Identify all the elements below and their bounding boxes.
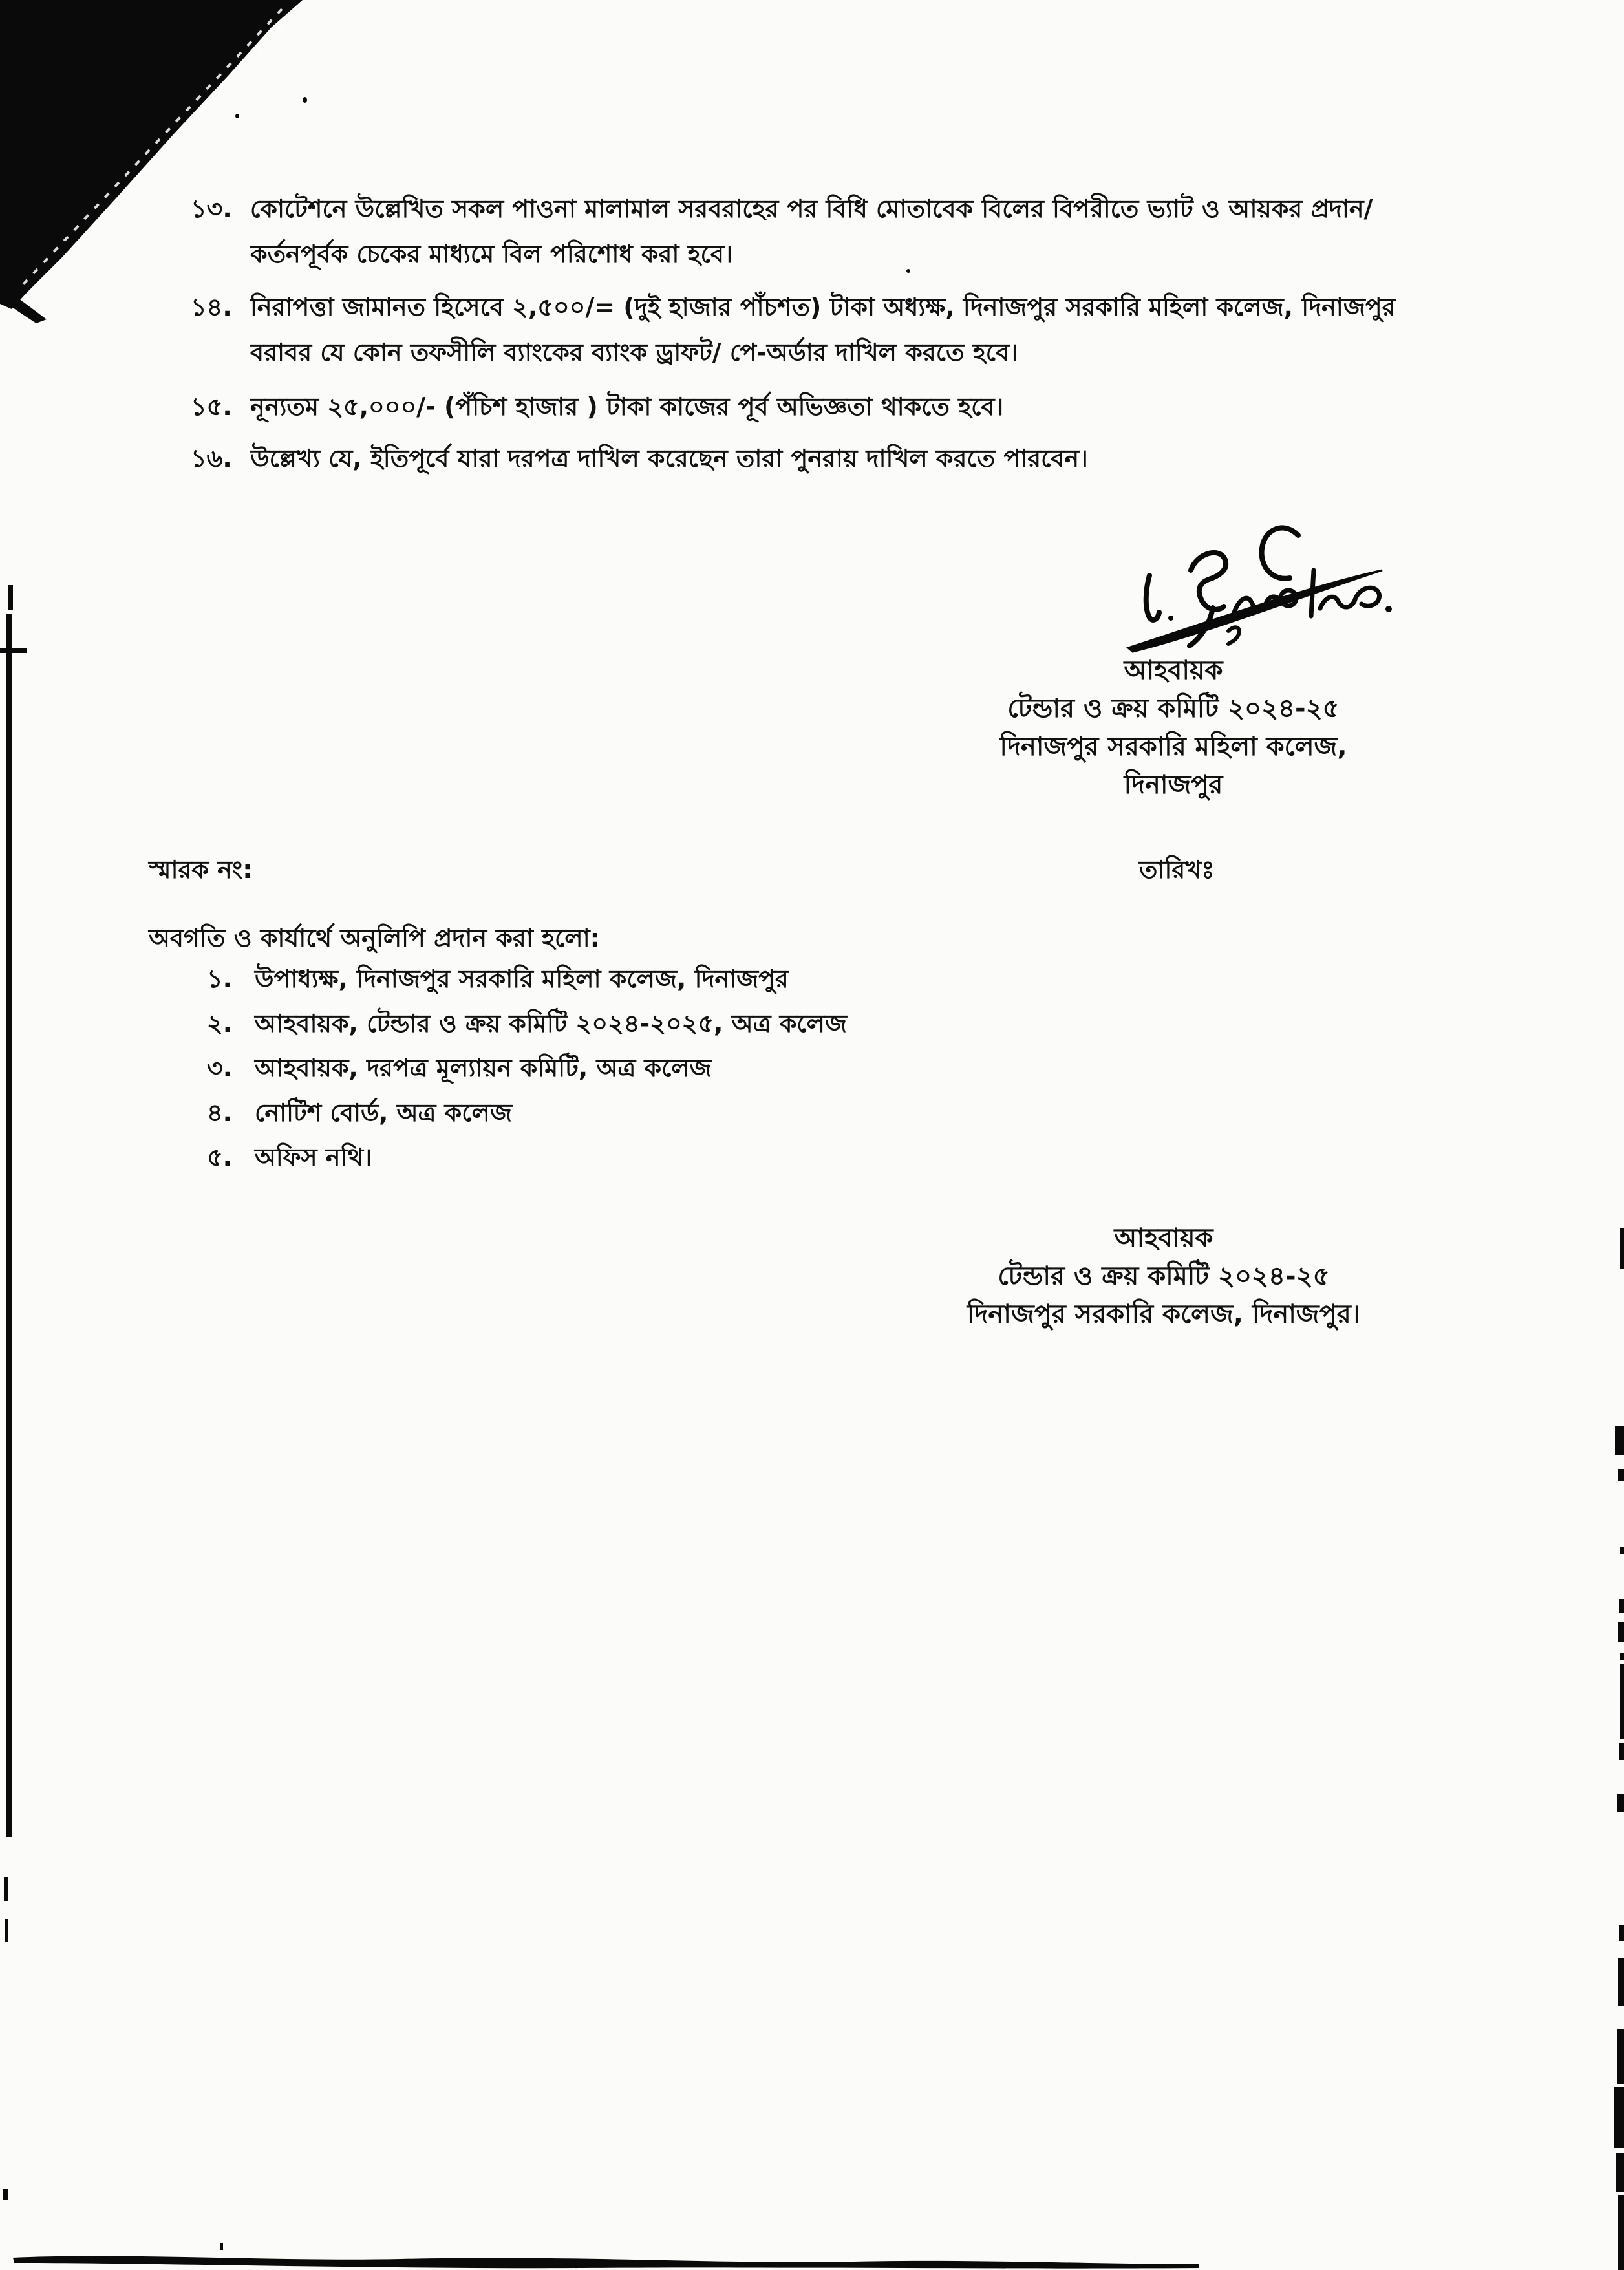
signatory-location: দিনাজপুর xyxy=(1124,770,1223,800)
scan-edge-tick xyxy=(1618,1958,1624,2006)
term-item-13 xyxy=(191,186,1373,277)
term-number: ১৫. xyxy=(191,392,232,421)
term-number: ১৪. xyxy=(191,293,232,321)
scan-bottom-smear xyxy=(0,2237,1624,2270)
scan-edge-tick xyxy=(1618,1622,1624,1642)
scan-edge-tick xyxy=(1617,2029,1624,2084)
distribution-item xyxy=(207,962,847,996)
distribution-item-number: ৩. xyxy=(207,1054,233,1082)
term-line: উল্লেখ্য যে, ইতিপূর্বে যারা দরপত্র দাখিল করেছেন তারা পুনরায় দাখিল করতে পারবেন। xyxy=(250,444,1088,473)
signatory-role: আহবায়ক xyxy=(1124,656,1223,685)
scan-edge-streak xyxy=(0,648,27,653)
scan-edge-tick xyxy=(1615,1426,1624,1455)
distribution-heading: অবগতি ও কার্যার্থে অনুলিপি প্রদান করা হলো: xyxy=(149,924,600,952)
distribution-item-number: ৪. xyxy=(207,1098,233,1127)
term-item-14 xyxy=(191,284,1396,375)
distribution-item-number: ২. xyxy=(207,1009,233,1038)
distribution-item-text: নোটিশ বোর্ড, অত্র কলেজ xyxy=(255,1098,512,1127)
term-line: নূন্যতম ২৫,০০০/- (পঁচিশ হাজার ) টাকা কাজের পূর্ব অভিজ্ঞতা থাকতে হবে। xyxy=(250,392,1004,421)
term-line: নিরাপত্তা জামানত হিসেবে ২,৫০০/= (দুই হাজার পাঁচশত) টাকা অধ্যক্ষ, দিনাজপুর সরকারি মহিলা কলেজ, দিনাজপুর xyxy=(250,293,1396,321)
term-line: কোটেশনে উল্লেখিত সকল পাওনা মালামাল সরবরাহের পর বিধি মোতাবেক বিলের বিপরীতে ভ্যাট ও আয়কর প্রদান/ xyxy=(250,195,1373,223)
term-number: ১৩. xyxy=(191,195,232,223)
signatory-committee: টেন্ডার ও ক্রয় কমিটি ২০২৪-২৫ xyxy=(998,1261,1330,1291)
scan-edge-tick xyxy=(1620,1228,1624,1269)
distribution-item xyxy=(207,1140,847,1174)
signatory-institution: দিনাজপুর সরকারি মহিলা কলেজ, xyxy=(999,732,1347,762)
scan-edge-tick xyxy=(1616,2153,1624,2192)
scan-edge-tick xyxy=(1620,1664,1624,1739)
scan-speck xyxy=(235,114,239,118)
scan-edge-streak xyxy=(8,585,13,610)
scan-edge-tick xyxy=(1619,1599,1624,1613)
signatory-committee: টেন্ডার ও ক্রয় কমিটি ২০২৪-২৫ xyxy=(1007,694,1340,723)
distribution-item-text: আহবায়ক, দরপত্র মূল্যায়ন কমিটি, অত্র কলেজ xyxy=(255,1054,712,1082)
signatory-role: আহবায়ক xyxy=(1114,1223,1213,1253)
term-line: বরাবর যে কোন তফসীলি ব্যাংকের ব্যাংক ড্রাফট/ পে-অর্ডার দাখিল করতে হবে। xyxy=(250,338,1018,367)
scan-speck xyxy=(303,97,307,103)
distribution-item xyxy=(207,1051,847,1085)
scan-edge-streak xyxy=(6,614,12,1837)
distribution-item-text: আহবায়ক, টেন্ডার ও ক্রয় কমিটি ২০২৪-২০২৫, অত্র কলেজ xyxy=(255,1009,847,1038)
scan-edge-tick xyxy=(1617,1794,1624,1812)
scan-edge-tick xyxy=(1620,1653,1624,1660)
signatory-institution: দিনাজপুর সরকারি কলেজ, দিনাজপুর। xyxy=(967,1300,1361,1329)
scan-edge-tick xyxy=(1620,1547,1624,1554)
distribution-item-text: উপাধ্যক্ষ, দিনাজপুর সরকারি মহিলা কলেজ, দিনাজপুর xyxy=(255,965,789,993)
distribution-item-text: অফিস নথি। xyxy=(255,1143,372,1172)
term-item-16 xyxy=(191,436,1088,481)
date-label: তারিখঃ xyxy=(1139,855,1215,884)
scan-edge-tick xyxy=(1618,1469,1624,1481)
term-number: ১৬. xyxy=(191,444,232,473)
signatory-block-top xyxy=(950,652,1396,804)
scan-edge-tick xyxy=(1619,1925,1624,1941)
term-item-15 xyxy=(191,384,1003,429)
distribution-item-number: ৫. xyxy=(207,1143,233,1172)
scan-edge-streak xyxy=(4,1877,8,1901)
distribution-item-number: ১. xyxy=(207,965,233,993)
memo-number-label: স্মারক নং: xyxy=(149,855,253,884)
scan-edge-streak xyxy=(5,1919,8,1942)
distribution-list xyxy=(207,962,847,1185)
scan-edge-streak xyxy=(3,2189,8,2200)
scan-edge-tick xyxy=(1619,1743,1624,1760)
term-line: কর্তনপূর্বক চেকের মাধ্যমে বিল পরিশোধ করা হবে। xyxy=(250,240,733,268)
signatory-block-bottom xyxy=(912,1219,1416,1334)
distribution-item xyxy=(207,1007,847,1040)
distribution-item xyxy=(207,1096,847,1130)
scan-edge-tick xyxy=(1614,2087,1624,2148)
signature-scrawl xyxy=(1093,511,1403,666)
